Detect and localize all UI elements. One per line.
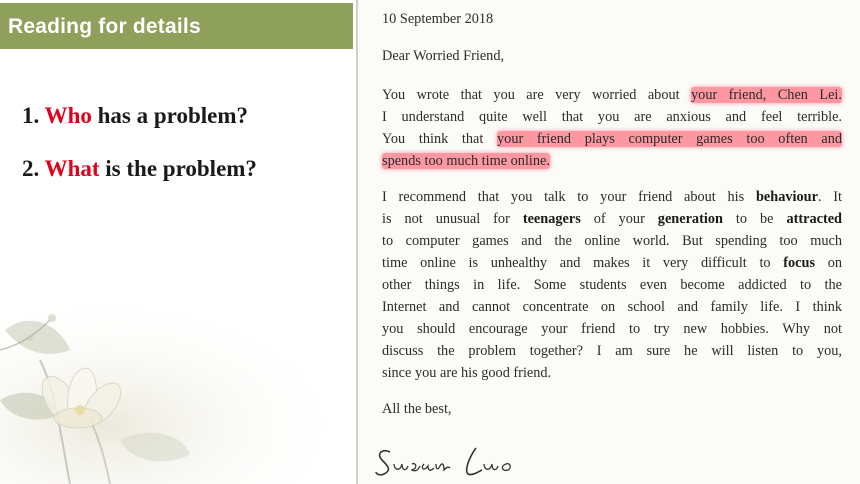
vocab-word: behaviour [755,189,818,205]
letter-text: is not unusual for [382,211,523,227]
letter-p2-line5: other things in life. Some students even become addicted to the [382,277,842,293]
highlight-what-1: your friend plays computer games too often and [497,131,842,147]
letter-text: on [815,255,843,271]
highlight-who: your friend, Chen Lei. [691,87,842,103]
letter-text: You wrote that you are very worried about [382,87,692,103]
letter-p1-line3 [382,132,842,146]
question-1-text: has a problem? [97,103,249,128]
question-2-number: 2. [22,156,40,181]
letter-text: You think that [382,131,498,147]
letter-p2-line8: discuss the problem together? I am sure he will listen to you, [382,343,842,359]
letter-text: of your [580,211,658,227]
letter-text: time online is unhealthy and makes it very difficult to [382,255,784,271]
lotus-decoration [0,290,356,484]
slide-title: Reading for details [8,15,201,38]
letter-salutation: Dear Worried Friend, [382,48,505,64]
letter-closing: All the best, [382,401,452,417]
question-2-keyword: What [44,156,100,181]
letter-text: to be [722,211,787,227]
letter-image [356,0,860,484]
letter-date: 10 September 2018 [382,11,494,27]
signature [372,440,532,480]
letter-p2-line6: Internet and cannot concentrate on school and family life. I think [382,299,842,315]
question-2-text: is the problem? [105,156,257,181]
title-bar [0,3,353,49]
letter-p1-line4 [382,154,550,168]
letter-p2-line4 [382,256,842,270]
question-1 [22,103,248,129]
question-1-keyword: Who [44,103,92,128]
question-2 [22,156,257,182]
letter-p2-line9: since you are his good friend. [382,365,552,381]
letter-p2-line1 [382,190,842,204]
letter-p2-line3: to computer games and the online world. But spending too much [382,233,842,249]
letter-text: I recommend that you talk to your friend about his [382,189,756,205]
vocab-word: focus [783,255,816,271]
highlight-what-2: spends too much time online. [382,153,550,169]
letter-p1-line1 [382,88,842,102]
question-1-number: 1. [22,103,40,128]
letter-p2-line7: you should encourage your friend to try new hobbies. Why not [382,321,842,337]
letter-text: . It [817,189,842,205]
letter-p1-line2: I understand quite well that you are anxious and feel terrible. [382,109,842,125]
letter-p2-line2 [382,212,842,226]
vocab-word: teenagers [522,211,581,227]
slide-panel [0,0,356,484]
vocab-word: attracted [786,211,843,227]
vocab-word: generation [657,211,723,227]
